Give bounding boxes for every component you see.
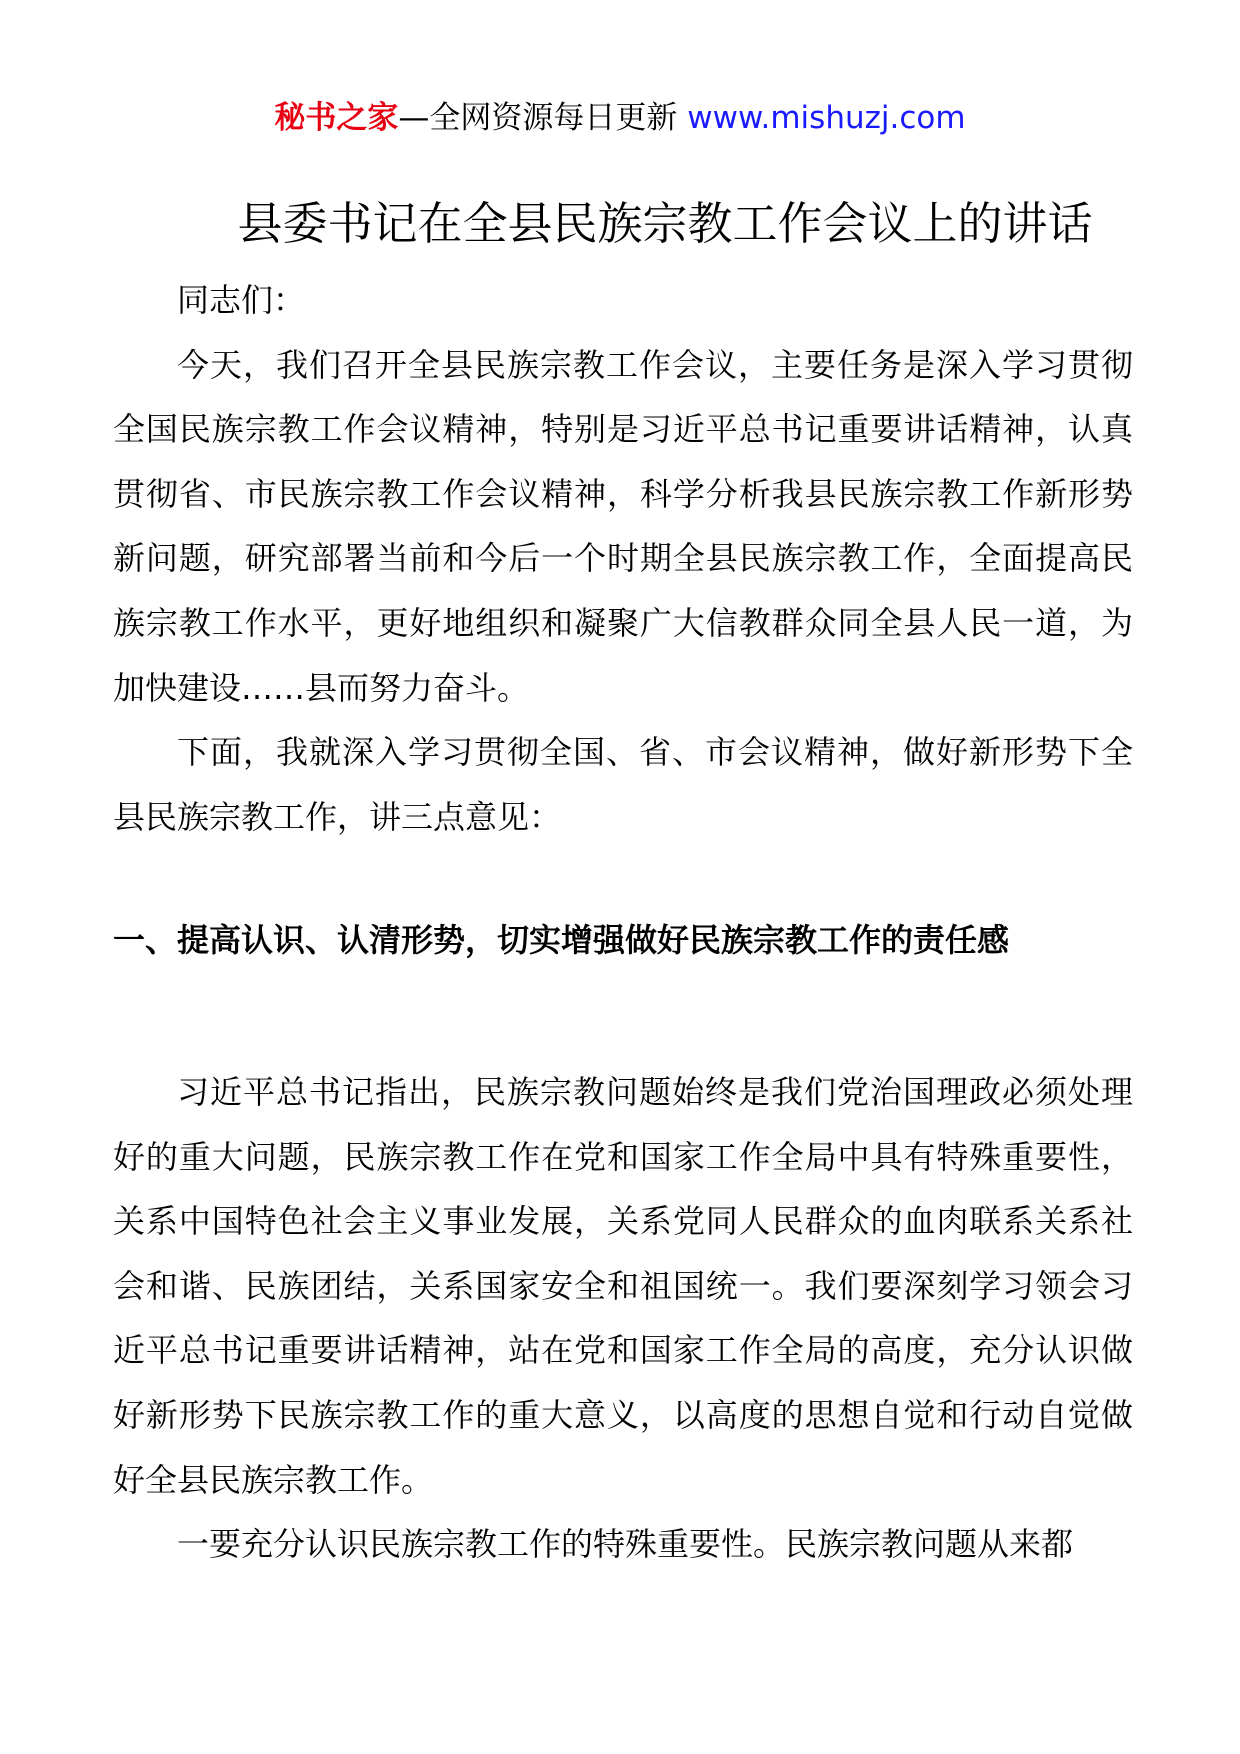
intro-section [113,268,1133,849]
site-header [0,98,1240,138]
site-brand: 秘书之家 [274,100,399,136]
intro-paragraph: 今天，我们召开全县民族宗教工作会议，主要任务是深入学习贯彻全国民族宗教工作会议精神，特别是习近平总书记重要讲话精神，认真贯彻省、市民族宗教工作会议精神，科学分析我县民族宗教工作新形势新问题，研究部署当前和今后一个时期全县民族宗教工作，全面提高民族宗教工作水平，更好地组织和凝聚广大信教群众同全县人民一道，为加快建设……县而努力奋斗。 [113,345,1133,707]
site-url-link[interactable]: www.mishuzj.com [687,100,966,136]
section-paragraph: 一要充分认识民族宗教工作的特殊重要性。民族宗教问题从来都 [177,1525,1074,1564]
section-body [113,1060,1133,1577]
section-paragraph: 习近平总书记指出，民族宗教问题始终是我们党治国理政必须处理好的重大问题，民族宗教工作在党和国家工作全局中具有特殊重要性，关系中国特色社会主义事业发展，关系党同人民群众的血肉联系关系社会和谐、民族团结，关系国家安全和祖国统一。我们要深刻学习领会习近平总书记重要讲话精神，站在党和国家工作全局的高度，充分认识做好新形势下民族宗教工作的重大意义，以高度的思想自觉和行动自觉做好全县民族宗教工作。 [113,1073,1133,1499]
document-title: 县委书记在全县民族宗教工作会议上的讲话 [237,197,1093,250]
site-slogan: —全网资源每日更新 [398,100,688,136]
section-heading: 一、提高认识、认清形势，切实增强做好民族宗教工作的责任感 [113,921,1010,959]
salutation: 同志们： [177,281,306,319]
intro-paragraph: 下面，我就深入学习贯彻全国、省、市会议精神，做好新形势下全县民族宗教工作，讲三点意见： [113,733,1133,836]
